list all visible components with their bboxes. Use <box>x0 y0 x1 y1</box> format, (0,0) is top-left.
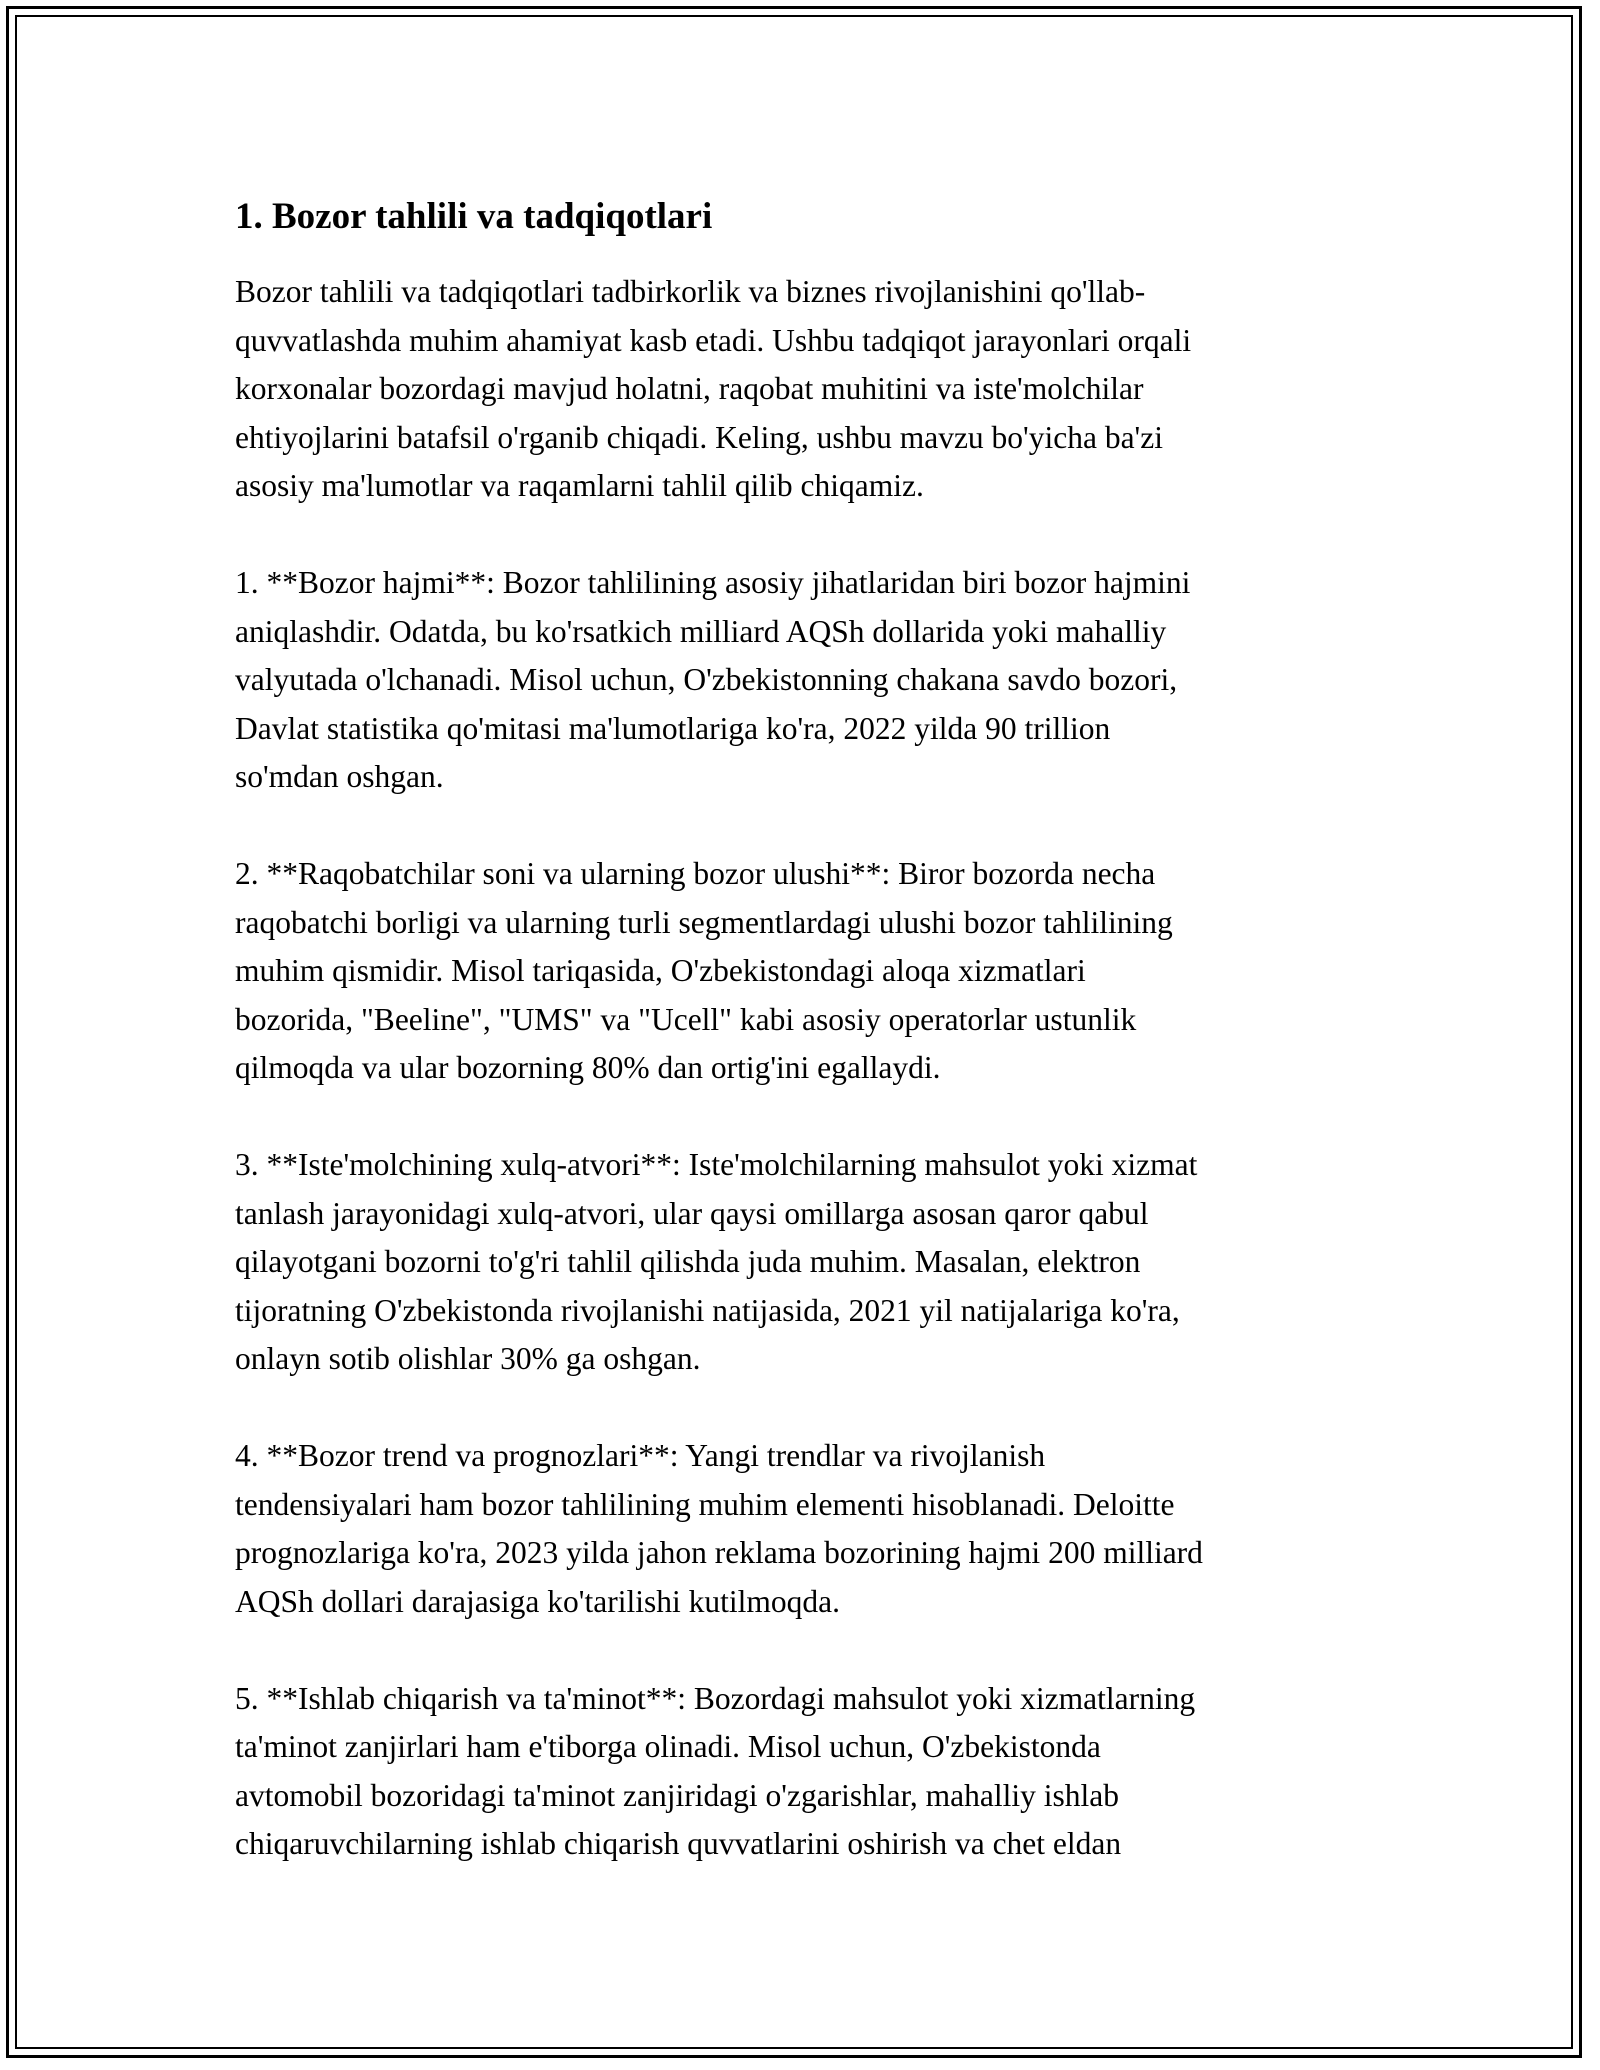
document-body <box>235 187 1395 1869</box>
blank-line-spacer <box>235 802 1395 851</box>
intro-paragraph: Bozor tahlili va tadqiqotlari tadbirkorlik va biznes rivojlanishini qo'llab- quvvatlashda muhim ahamiyat kasb etadi. Ushbu tadqiqot jarayonlari orqali korxonalar bozordagi mavjud holatni, raqobat muhitini va iste'molchilar ehtiyojlarini batafsil o'rganib chiqadi. Keling, ushbu mavzu bo'yicha ba'zi asosiy ma'lumotlar va raqamlarni tahlil qilib chiqamiz. <box>235 274 1192 503</box>
point-3-paragraph: 3. **Iste'molchining xulq-atvori**: Iste'molchilarning mahsulot yoki xizmat tanlash jarayonidagi xulq-atvori, ular qaysi omillarga asosan qaror qabul qilayotgani bozorni to'g'ri tahlil qilishda juda muhim. Masalan, elektron tijoratning O'zbekistonda rivojlanishi natijasida, 2021 yil natijalariga ko'ra, onlayn sotib olishlar 30% ga oshgan. <box>235 1147 1198 1376</box>
point-2-paragraph: 2. **Raqobatchilar soni va ularning bozor ulushi**: Biror bozorda necha raqobatchi borligi va ularning turli segmentlardagi ulushi bozor tahlilining muhim qismidir. Misol tariqasida, O'zbekistondagi aloqa xizmatlari bozorida, "Beeline", "UMS" va "Ucell" kabi asosiy operatorlar ustunlik qilmoqda va ular bozorning 80% dan ortig'ini egallaydi. <box>235 856 1173 1085</box>
blank-line-spacer <box>235 1626 1395 1675</box>
point-4-paragraph: 4. **Bozor trend va prognozlari**: Yangi trendlar va rivojlanish tendensiyalari ham bozor tahlilining muhim elementi hisoblanadi. Deloitte prognozlariga ko'ra, 2023 yilda jahon reklama bozorining hajmi 200 milliard AQSh dollari darajasiga ko'tarilishi kutilmoqda. <box>235 1438 1203 1619</box>
point-5-paragraph: 5. **Ishlab chiqarish va ta'minot**: Bozordagi mahsulot yoki xizmatlarning ta'minot zanjirlari ham e'tiborga olinadi. Misol uchun, O'zbekistonda avtomobil bozoridagi ta'minot zanjiridagi o'zgarishlar, mahalliy ishlab chiqaruvchilarning ishlab chiqarish quvvatlarini oshirish va chet eldan <box>235 1680 1196 1861</box>
page-frame <box>6 6 1582 2058</box>
point-1-paragraph: 1. **Bozor hajmi**: Bozor tahlilining asosiy jihatlaridan biri bozor hajmini aniqlashdir. Odatda, bu ko'rsatkich milliard AQSh dollarida yoki mahalliy valyutada o'lchanadi. Misol uchun, O'zbekistonning chakana savdo bozori, Davlat statistika qo'mitasi ma'lumotlariga ko'ra, 2022 yilda 90 trillion so'mdan oshgan. <box>235 565 1191 794</box>
blank-line-spacer <box>235 511 1395 560</box>
blank-line-spacer <box>235 1093 1395 1142</box>
blank-line-spacer <box>235 1384 1395 1433</box>
section-heading: 1. Bozor tahlili va tadqiqotlari <box>235 196 713 237</box>
